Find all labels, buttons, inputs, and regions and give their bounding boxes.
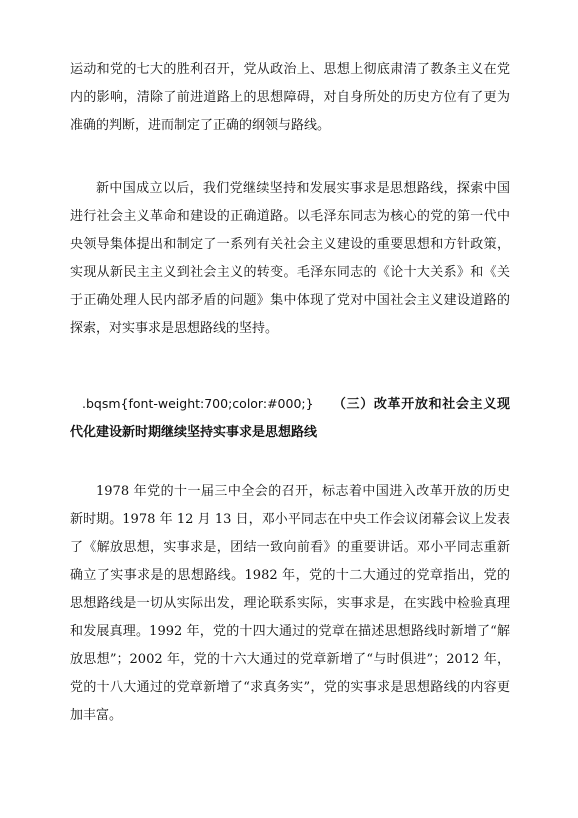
leaked-css-text: .bqsm{font-weight:700;color:#000;} — [82, 396, 314, 411]
section-heading: （三）改革开放和社会主义现代化建设新时期继续坚持实事求是思想路线 — [70, 397, 510, 440]
paragraph-2: 新中国成立以后，我们党继续坚持和发展实事求是思想路线，探索中国进行社会主义革命和建设的正确道路。以毛泽东同志为核心的党的第一代中央领导集体提出和制定了一系列有关社会主义建设的重要思想和方针政策，实现从新民主主义到社会主义的转变。毛泽东同志的《论十大关系》和《关于正确处理人民内部矛盾的问题》集中体现了党对中国社会主义建设道路的探索，对实事求是思想路线的坚持。 — [70, 181, 510, 336]
paragraph-4: 1978 年党的十一届三中全会的召开，标志着中国进入改革开放的历史新时期。1978 年 12 月 13 日，邓小平同志在中央工作会议闭幕会议上发表了《解放思想，实事求是，团结一致向前看》的重要讲话。邓小平同志重新确立了实事求是的思想路线。1982 年，党的十二大通过的党章指出，党的思想路线是一切从实际出发，理论联系实际，实事求是，在实践中检验真理和发展真理。1992 年，党的十四大通过的党章在描述思想路线时新增了“解放思想”；2002 年，党的十六大通过的党章新增了“与时俱进”；2012 年，党的十八大通过的党章新增了“求真务实”，党的实事求是思想路线的内容更加丰富。 — [70, 484, 510, 723]
section-heading-paragraph — [70, 390, 510, 447]
paragraph-1: 运动和党的七大的胜利召开，党从政治上、思想上彻底肃清了教条主义在党内的影响，清除了前进道路上的思想障碍，对自身所处的历史方位有了更为准确的判断，进而制定了正确的纲领与路线。 — [70, 62, 510, 133]
